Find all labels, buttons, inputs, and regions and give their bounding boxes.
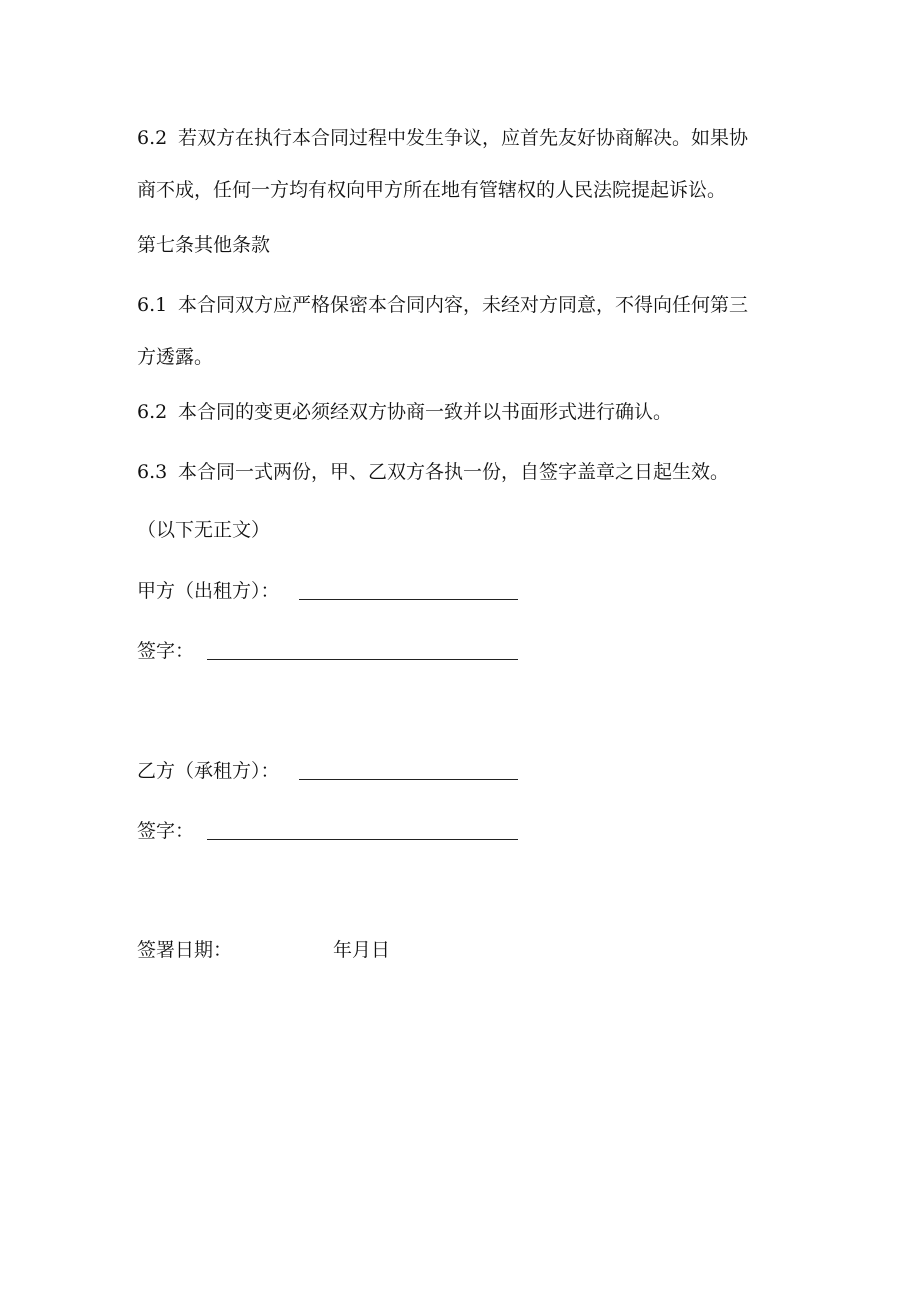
signing-date-label: 签署日期： <box>137 939 233 961</box>
clause-number: 6.3 <box>137 461 168 483</box>
party-b-signature-blank <box>207 839 518 840</box>
article-heading: 第七条其他条款 <box>137 234 271 256</box>
clause-number: 6.2 <box>137 127 168 149</box>
signing-date-value: 年月日 <box>333 939 391 961</box>
clause-confidentiality-line-2: 方透露。 <box>137 346 214 368</box>
party-b-blank <box>299 779 518 780</box>
clause-text: 本合同的变更必须经双方协商一致并以书面形式进行确认。 <box>178 401 673 423</box>
party-a-label: 甲方（出租方）： <box>137 580 280 602</box>
clause-text: 本合同一式两份，甲、乙双方各执一份，自签字盖章之日起生效。 <box>178 461 730 483</box>
party-b-sign-label: 签字： <box>137 820 195 842</box>
party-a-sign-label: 签字： <box>137 640 195 662</box>
party-a-signature-blank <box>207 659 518 660</box>
clause-dispute <box>137 112 787 216</box>
party-b-label: 乙方（承租方）： <box>137 760 280 782</box>
clause-number: 6.1 <box>137 294 168 316</box>
clause-changes <box>137 386 787 438</box>
clause-dispute-line-1 <box>137 112 787 164</box>
clause-confidentiality <box>137 279 787 383</box>
clause-text: 若双方在执行本合同过程中发生争议，应首先友好协商解决。如果协 <box>178 127 749 149</box>
clause-confidentiality-line-1 <box>137 279 787 331</box>
clause-number: 6.2 <box>137 401 168 423</box>
clause-dispute-line-2: 商不成，任何一方均有权向甲方所在地有管辖权的人民法院提起诉讼。 <box>137 179 727 201</box>
clause-copies <box>137 446 787 498</box>
party-a-blank <box>299 599 518 600</box>
clause-text: 本合同双方应严格保密本合同内容，未经对方同意，不得向任何第三 <box>178 294 749 316</box>
end-note: （以下无正文） <box>137 519 271 541</box>
